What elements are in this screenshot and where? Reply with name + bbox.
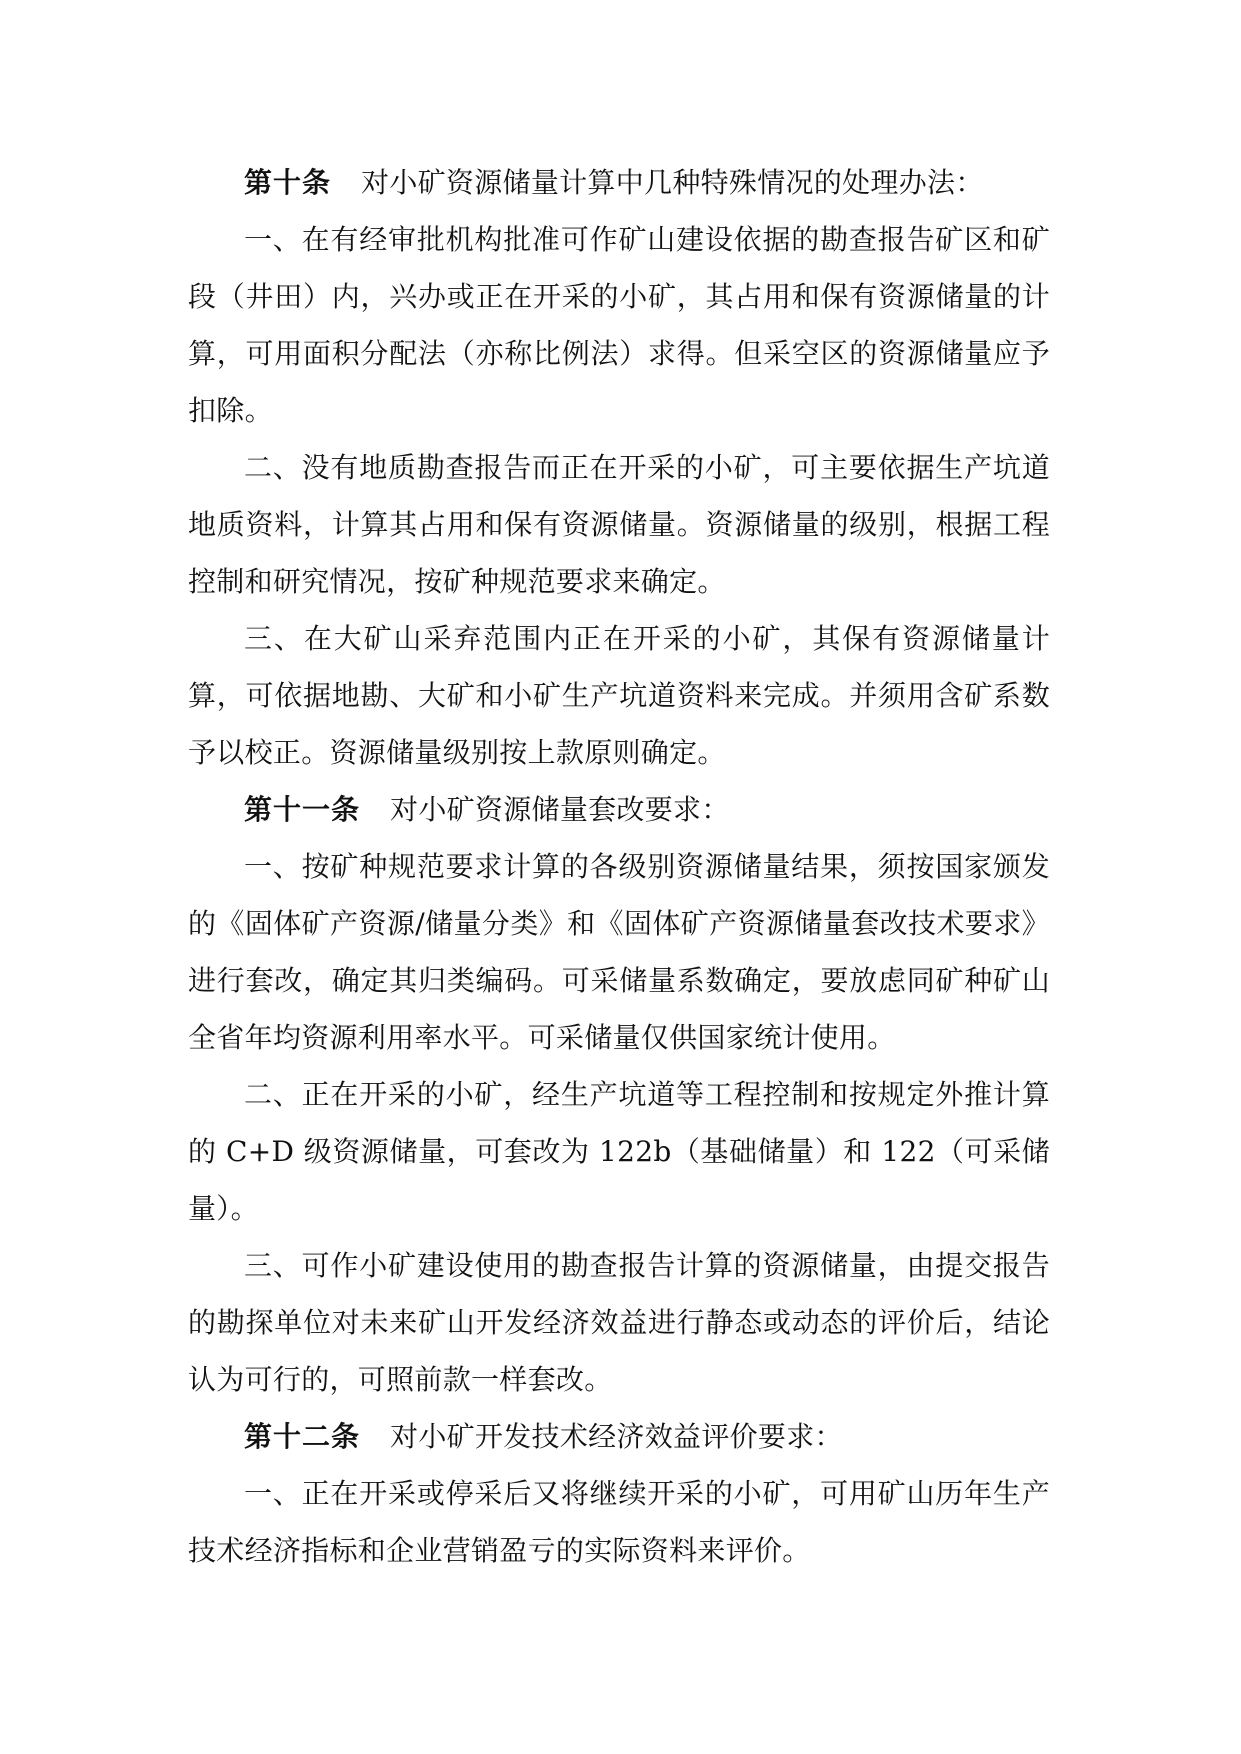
document-page — [188, 154, 1050, 1579]
article-10-title: 对小矿资源储量计算中几种特殊情况的处理办法： — [361, 166, 984, 199]
article-11-paragraph-1: 一、按矿种规范要求计算的各级别资源储量结果，须按国家颁发的《固体矿产资源/储量分类》和《固体矿产资源储量套改技术要求》进行套改，确定其归类编码。可采储量系数确定，要放虑同矿种矿山全省年均资源利用率水平。可采储量仅供国家统计使用。 — [188, 850, 1050, 1054]
article-12-title: 对小矿开发技术经济效益评价要求： — [390, 1420, 843, 1453]
article-10-heading — [188, 154, 1050, 211]
article-11-number: 第十一条 — [244, 793, 361, 826]
article-10-paragraph-1: 一、在有经审批机构批准可作矿山建设依据的勘查报告矿区和矿段（井田）内，兴办或正在开采的小矿，其占用和保有资源储量的计算，可用面积分配法（亦称比例法）求得。但采空区的资源储量应予扣除。 — [188, 223, 1050, 427]
article-10-number: 第十条 — [244, 166, 332, 199]
article-10-paragraph-2: 二、没有地质勘查报告而正在开采的小矿，可主要依据生产坑道地质资料，计算其占用和保有资源储量。资源储量的级别，根据工程控制和研究情况，按矿种规范要求来确定。 — [188, 451, 1050, 598]
article-12-number: 第十二条 — [244, 1420, 361, 1453]
article-11-title: 对小矿资源储量套改要求： — [390, 793, 730, 826]
article-12-heading — [188, 1408, 1050, 1465]
article-10-paragraph-3: 三、在大矿山采弃范围内正在开采的小矿，其保有资源储量计算，可依据地勘、大矿和小矿生产坑道资料来完成。并须用含矿系数予以校正。资源储量级别按上款原则确定。 — [188, 622, 1050, 769]
article-11-paragraph-3: 三、可作小矿建设使用的勘查报告计算的资源储量，由提交报告的勘探单位对未来矿山开发经济效益进行静态或动态的评价后，结论认为可行的，可照前款一样套改。 — [188, 1249, 1050, 1396]
article-12-paragraph-1: 一、正在开采或停采后又将继续开采的小矿，可用矿山历年生产技术经济指标和企业营销盈亏的实际资料来评价。 — [188, 1477, 1050, 1567]
article-11-paragraph-2: 二、正在开采的小矿，经生产坑道等工程控制和按规定外推计算的 C+D 级资源储量，可套改为 122b（基础储量）和 122（可采储量）。 — [188, 1078, 1050, 1225]
article-11-heading — [188, 781, 1050, 838]
